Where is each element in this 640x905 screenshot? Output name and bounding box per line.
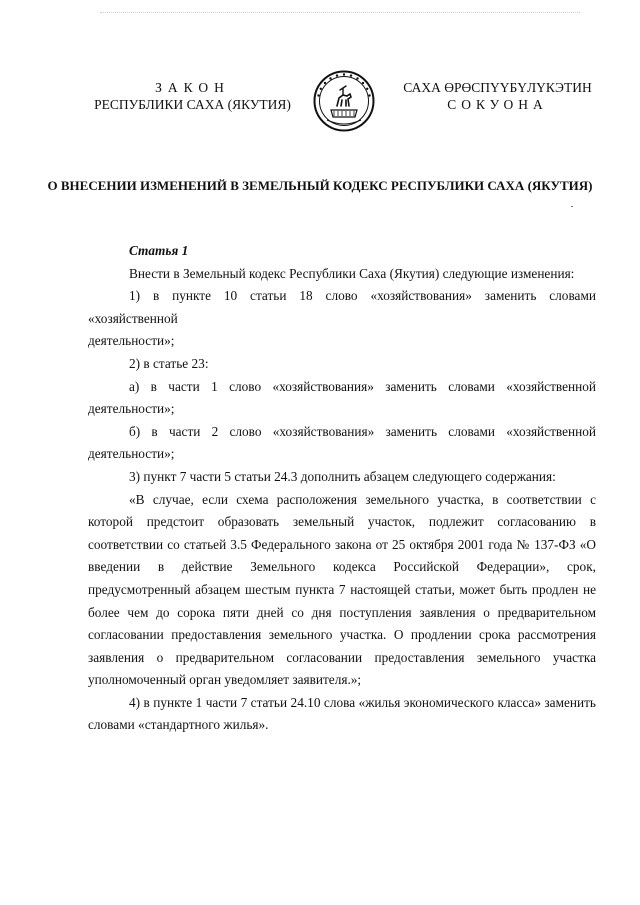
document-body — [88, 240, 596, 737]
header-sakha-law-label: СОКУОНА — [447, 97, 548, 112]
paragraph-item-1: 1) в пункте 10 статьи 18 слово «хозяйствования» заменить словами «хозяйственной — [88, 288, 596, 326]
paragraph-item-2b-cont: деятельности»; — [88, 446, 175, 462]
paragraph-item-4: 4) в пункте 1 части 7 статьи 24.10 слова «жилья экономического класса» заменить — [129, 694, 596, 710]
header-law-label: ЗАКОН — [155, 80, 230, 95]
paragraph-item-2a-cont: деятельности»; — [88, 401, 175, 417]
header-republic-name: РЕСПУБЛИКИ САХА (ЯКУТИЯ) — [94, 97, 291, 112]
paragraph-item-2b: б) в части 2 слово «хозяйствования» заменить словами «хозяйственной — [129, 423, 596, 439]
header-left — [80, 79, 305, 113]
paragraph-intro: Внести в Земельный кодекс Республики Саха (Якутия) следующие изменения: — [129, 265, 575, 281]
header-sakha-republic-name: САХА ӨРӨСПҮҮБҮЛҮКЭТИН — [403, 80, 592, 95]
article-heading: Статья 1 — [129, 243, 189, 258]
scan-artifact-line — [100, 12, 580, 15]
paragraph-item-2: 2) в статье 23: — [129, 355, 209, 371]
paragraph-item-1-cont: деятельности»; — [88, 333, 175, 349]
paragraph-item-3-quote: «В случае, если схема расположения земельного участка, в соответствии с которой предстоит образовать земельный участок, подлежит согласованию в соответствии со статьей 3.5 Федерального закона от 25 октября 2001 года № 137-ФЗ «О введении в действие Земельного кодекса Российской Федерации», срок, предусмотренный абзацем шестым пункта 7 настоящей статьи, может быть продлен не более чем до сорока пяти дней со дня поступления заявления о предварительном согласовании предоставления земельного участка. О продлении срока рассмотрения заявления о предварительном согласовании предоставления земельного участка уполномоченный орган уведомляет заявителя.»; — [88, 491, 596, 688]
coat-of-arms-icon — [313, 70, 375, 132]
scan-artifact-dot — [571, 206, 573, 207]
paragraph-item-2a: а) в части 1 слово «хозяйствования» заменить словами «хозяйственной — [129, 378, 596, 394]
document-title: О ВНЕСЕНИИ ИЗМЕНЕНИЙ В ЗЕМЕЛЬНЫЙ КОДЕКС РЕСПУБЛИКИ САХА (ЯКУТИЯ) — [47, 178, 593, 193]
paragraph-item-3: 3) пункт 7 части 5 статьи 24.3 дополнить абзацем следующего содержания: — [129, 468, 556, 484]
header-right — [385, 79, 610, 113]
paragraph-item-4-cont: словами «стандартного жилья». — [88, 717, 269, 733]
